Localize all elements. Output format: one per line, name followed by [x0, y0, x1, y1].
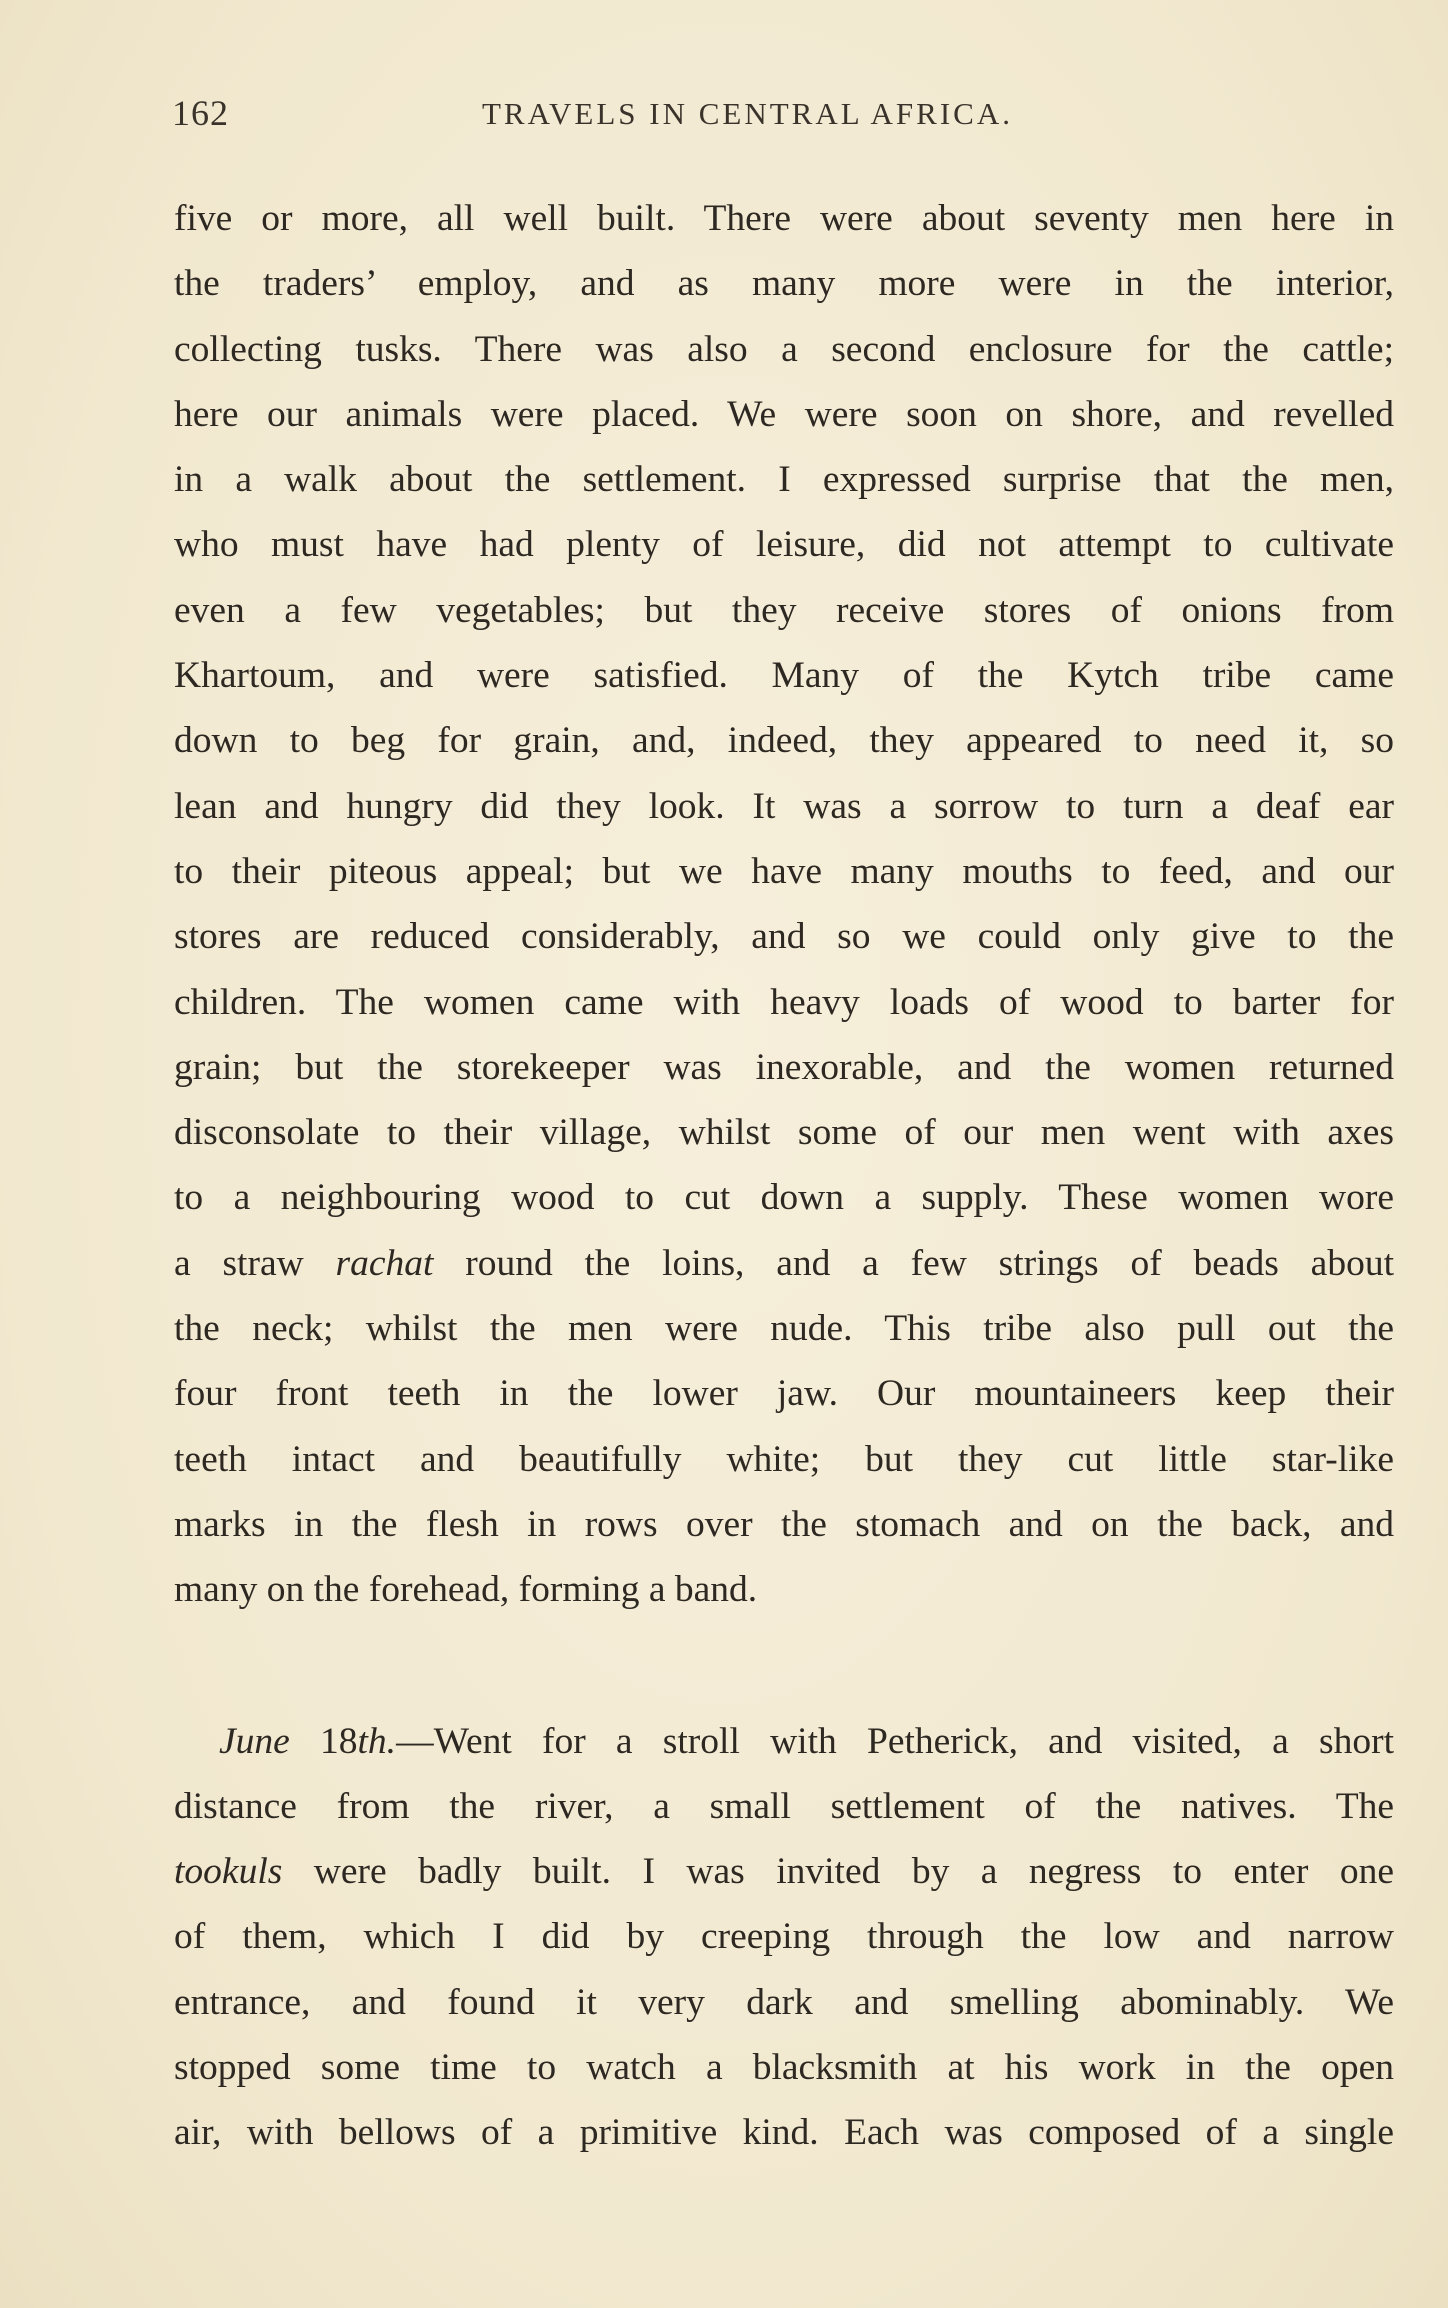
- text-fragment: —Went for a stroll with Petherick, and visited, a short: [396, 1720, 1394, 1762]
- text-line: down to beg for grain, and, indeed, they appeared to need it, so: [174, 720, 1394, 762]
- text-line: [174, 1709, 1394, 1774]
- date-day: 18: [289, 1720, 358, 1762]
- body-text: [174, 186, 1394, 2166]
- text-line: [174, 1231, 1394, 1296]
- text-line: who must have had plenty of leisure, did not attempt to cultivate: [174, 524, 1394, 566]
- text-fragment: a straw: [174, 1242, 336, 1284]
- text-line: lean and hungry did they look. It was a sorrow to turn a deaf ear: [174, 785, 1394, 827]
- text-fragment: were badly built. I was invited by a negress to enter one: [282, 1851, 1394, 1893]
- text-line: five or more, all well built. There were about seventy men here in: [174, 198, 1394, 239]
- text-line: to a neighbouring wood to cut down a supply. These women wore: [174, 1177, 1394, 1219]
- text-line: children. The women came with heavy loads of wood to barter for: [174, 981, 1394, 1023]
- text-line: marks in the flesh in rows over the stomach and on the back, and: [174, 1503, 1394, 1545]
- paragraph-gap: [174, 1623, 1394, 1709]
- text-line: the traders’ employ, and as many more were in the interior,: [174, 263, 1394, 305]
- text-line: air, with bellows of a primitive kind. Each was composed of a single: [174, 2112, 1394, 2154]
- page-number: 162: [172, 93, 229, 133]
- text-line: collecting tusks. There was also a second enclosure for the cattle;: [174, 328, 1394, 370]
- text-line: to their piteous appeal; but we have many mouths to feed, and our: [174, 850, 1394, 892]
- text-line: even a few vegetables; but they receive stores of onions from: [174, 589, 1394, 631]
- text-line: stopped some time to watch a blacksmith at his work in the open: [174, 2047, 1394, 2089]
- text-line: four front teeth in the lower jaw. Our mountaineers keep their: [174, 1373, 1394, 1415]
- date-suffix: th.: [357, 1720, 397, 1762]
- date-month: June: [219, 1720, 290, 1762]
- running-head: TRAVELS IN CENTRAL AFRICA.: [482, 96, 1013, 131]
- text-line: stores are reduced considerably, and so we could only give to the: [174, 916, 1394, 958]
- text-line: [174, 1839, 1394, 1904]
- text-fragment: round the loins, and a few strings of beads about: [433, 1242, 1394, 1284]
- text-line: entrance, and found it very dark and smelling abominably. We: [174, 1981, 1394, 2023]
- page-header: [172, 92, 1402, 142]
- paragraph-1: [174, 186, 1394, 1623]
- italic-term: rachat: [335, 1242, 434, 1284]
- text-line: of them, which I did by creeping through the low and narrow: [174, 1916, 1394, 1958]
- text-line: grain; but the storekeeper was inexorable, and the women returned: [174, 1046, 1394, 1088]
- text-line: teeth intact and beautifully white; but they cut little star-like: [174, 1438, 1394, 1480]
- text-line: in a walk about the settlement. I expressed surprise that the men,: [174, 459, 1394, 501]
- paragraph-2: [174, 1709, 1394, 2166]
- text-line: disconsolate to their village, whilst some of our men went with axes: [174, 1112, 1394, 1154]
- text-line: many on the forehead, forming a band.: [174, 1569, 758, 1611]
- text-line: here our animals were placed. We were soon on shore, and revelled: [174, 393, 1394, 435]
- italic-term: tookuls: [174, 1851, 283, 1893]
- text-line: distance from the river, a small settlement of the natives. The: [174, 1785, 1394, 1827]
- text-line: the neck; whilst the men were nude. This tribe also pull out the: [174, 1308, 1394, 1350]
- text-line: Khartoum, and were satisfied. Many of the Kytch tribe came: [174, 655, 1394, 697]
